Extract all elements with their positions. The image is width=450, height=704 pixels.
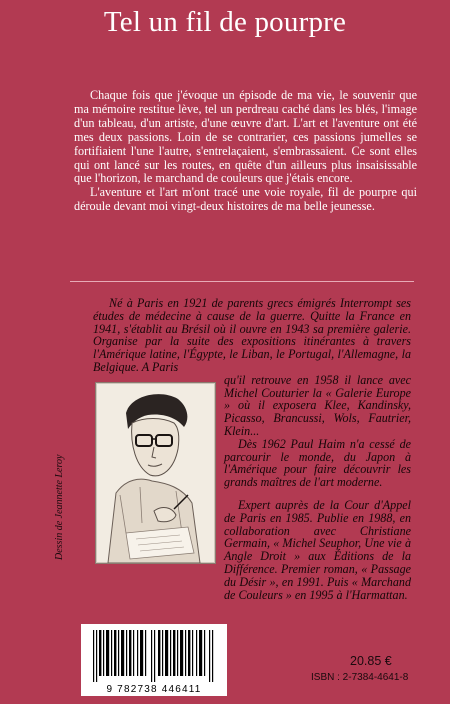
barcode-bars [87, 630, 221, 682]
price: 20.85 € [350, 654, 392, 668]
author-portrait-drawing [95, 382, 216, 564]
intro-paragraph-2: L'aventure et l'art m'ont tracé une voie royale, fil de pourpre qui déroule devant moi vingt-deux histoires de ma belle jeunesse. [74, 185, 417, 214]
barcode-digits: 9 782738 446411 [106, 684, 202, 695]
bio-paragraph-1b: qu'il retrouve en 1958 il lance avec Michel Couturier la « Galerie Europe » où il exposera Klee, Kandinsky, Picasso, Brancussi, Wols, Fautrier, Klein... [224, 372, 411, 438]
isbn-barcode [81, 624, 227, 696]
intro-paragraph-1: Chaque fois que j'évoque un épisode de ma vie, le souvenir que ma mémoire restitue lève, tel un perdreau caché dans les blés, l'image d'un tableau, d'un artiste, d'une œuvre d'art. L'art et l'aventure ont été mes deux passions. Loin de se contrarier, ces passions jumelles se fortifiaient l'une l'autre, s'entrelaçaient, s'embrassaient. Ce sont elles qui ont lancé sur les routes, en quête d'un ailleurs plus insaisissable que l'horizon, le marchand de couleurs que j'étais encore. [74, 88, 417, 186]
divider [70, 281, 414, 282]
book-title: Tel un fil de pourpre [103, 6, 347, 38]
bio-paragraph-3: Expert auprès de la Cour d'Appel de Paris en 1985. Publie en 1988, en collaboration avec Christiane Germain, « Michel Seuphor, Une vie à Angle Droit » aux Éditions de la Différence. Premier roman, « Passage du Désir », en 1991. Puis « Marchand de Couleurs » en 1995 à l'Harmattan. [224, 497, 411, 602]
isbn-number: ISBN : 2-7384-4641-8 [311, 672, 409, 683]
bio-paragraph-1 [93, 297, 411, 374]
bio-paragraph-2: Dès 1962 Paul Haim n'a cessé de parcourir le monde, du Japon à l'Amérique pour faire découvrir les grands maîtres de l'art moderne. [224, 436, 411, 490]
intro-text [74, 89, 417, 214]
bio-paragraph-1-text: Né à Paris en 1921 de parents grecs émigrés Interrompt ses études de médecine à cause de la guerre. Quitte la France en 1941, s'établit au Brésil où il ouvre en 1943 sa première galerie. Organise par la suite des expositions itinérantes à travers l'Amérique latine, l'Égypte, le Liban, le Portugal, l'Allemagne, la Belgique. A Paris [93, 296, 411, 374]
illustration-credit: Dessin de Jeannette Leroy [54, 454, 65, 560]
